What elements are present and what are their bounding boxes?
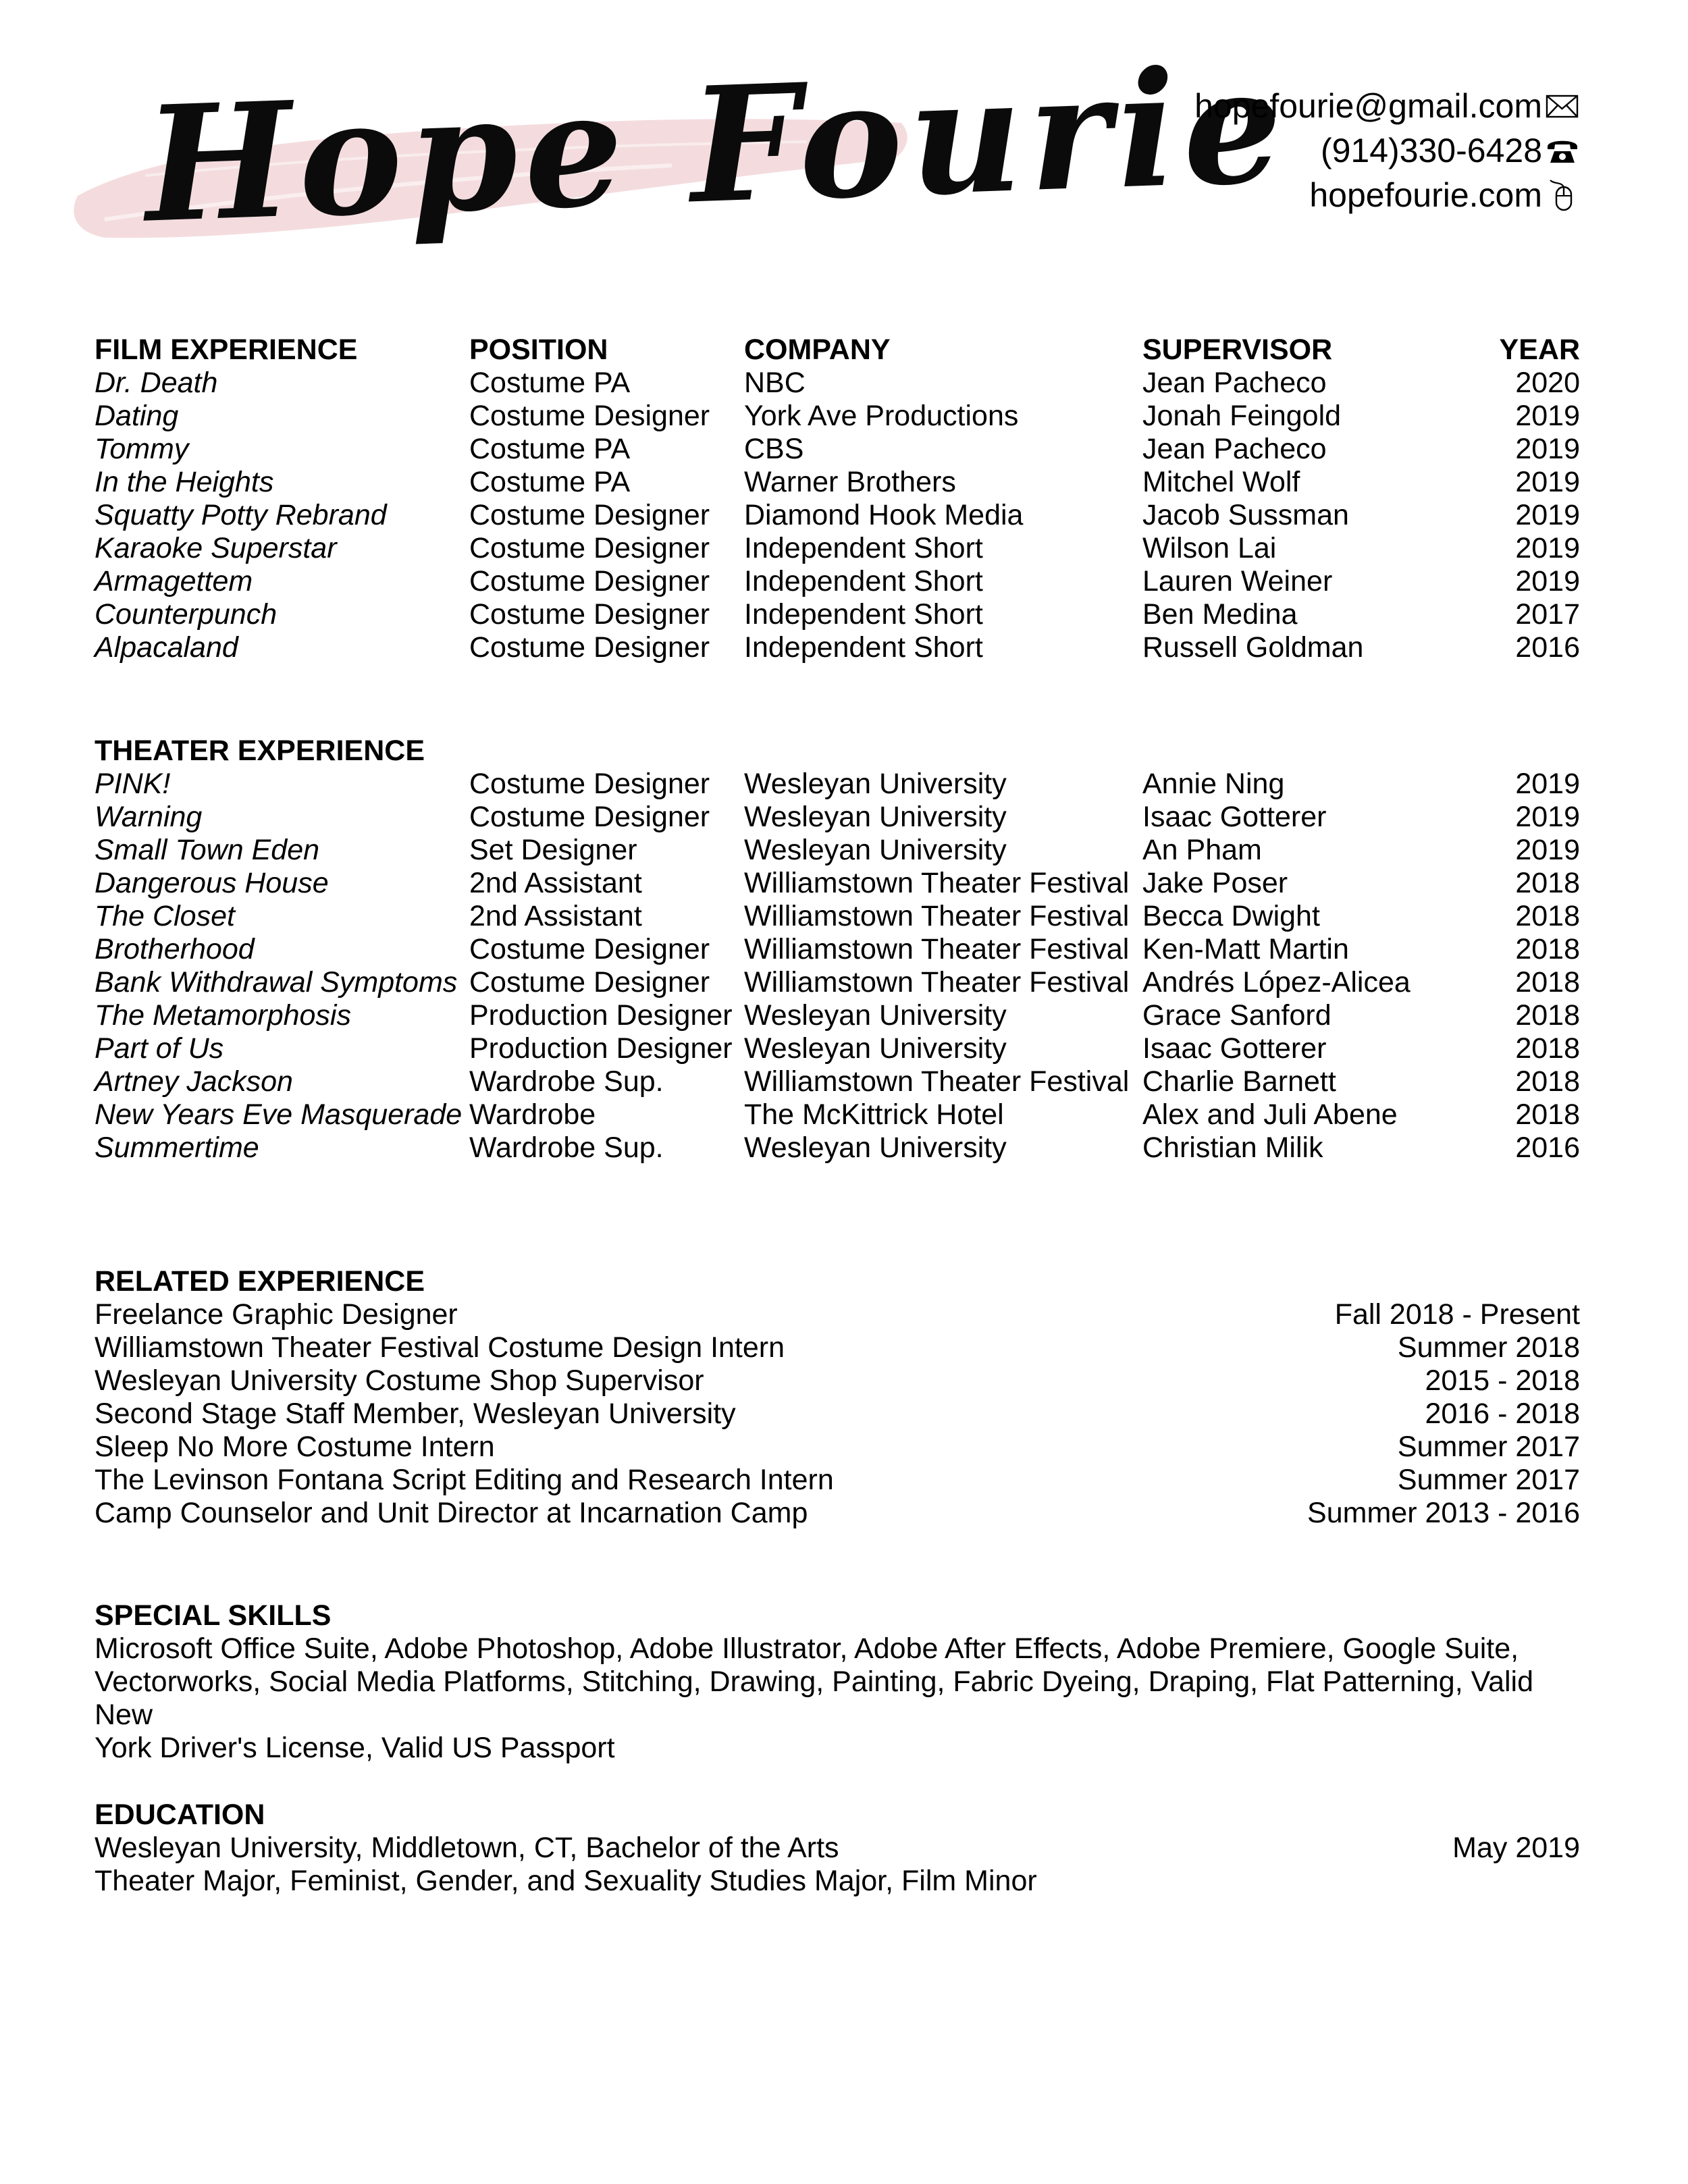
related-role: Wesleyan University Costume Shop Supervisor [95, 1364, 704, 1397]
table-row [95, 834, 1580, 867]
section-heading: RELATED EXPERIENCE [95, 1265, 425, 1298]
position-cell: Costume Designer [469, 565, 710, 597]
position-cell: Wardrobe [469, 1098, 596, 1131]
company-cell: NBC [744, 367, 806, 399]
company-cell: Wesleyan University [744, 1131, 1007, 1164]
year-cell: 2018 [1515, 999, 1580, 1032]
table-row [95, 367, 1580, 400]
list-item [95, 1431, 1580, 1464]
year-cell: 2018 [1515, 900, 1580, 932]
position-cell: Costume PA [469, 466, 631, 498]
production-title: Warning [95, 801, 203, 833]
related-role: Sleep No More Costume Intern [95, 1431, 495, 1463]
company-cell: Wesleyan University [744, 834, 1007, 866]
position-cell: Production Designer [469, 1032, 733, 1065]
production-title: PINK! [95, 768, 171, 800]
email-line [1194, 84, 1580, 128]
year-cell: 2019 [1515, 768, 1580, 800]
company-cell: Wesleyan University [744, 801, 1007, 833]
position-cell: Wardrobe Sup. [469, 1131, 664, 1164]
company-cell: Williamstown Theater Festival [744, 966, 1130, 998]
list-item [95, 1331, 1580, 1364]
year-cell: 2020 [1515, 367, 1580, 399]
position-cell: Costume Designer [469, 966, 710, 998]
mouse-icon [1545, 178, 1580, 213]
year-cell: 2016 [1515, 631, 1580, 664]
production-title: Counterpunch [95, 598, 278, 631]
supervisor-cell: Isaac Gotterer [1142, 1032, 1327, 1065]
position-cell: Costume Designer [469, 400, 710, 432]
year-cell: 2019 [1515, 565, 1580, 597]
phone-line [1194, 128, 1580, 173]
table-row [95, 400, 1580, 433]
supervisor-cell: Jean Pacheco [1142, 367, 1327, 399]
company-cell: Wesleyan University [744, 1032, 1007, 1065]
email-link[interactable]: hopefourie@gmail.com [1194, 87, 1542, 125]
related-role: Camp Counselor and Unit Director at Incarnation Camp [95, 1497, 808, 1529]
supervisor-cell: Ben Medina [1142, 598, 1298, 631]
position-cell: 2nd Assistant [469, 900, 642, 932]
supervisor-cell: Charlie Barnett [1142, 1065, 1336, 1098]
company-cell: Williamstown Theater Festival [744, 900, 1130, 932]
company-cell: York Ave Productions [744, 400, 1019, 432]
supervisor-cell: Isaac Gotterer [1142, 801, 1327, 833]
website-link[interactable]: hopefourie.com [1309, 176, 1542, 214]
list-item [95, 1497, 1580, 1530]
related-dates: 2016 - 2018 [1425, 1397, 1580, 1430]
list-item [95, 1298, 1580, 1331]
production-title: Part of Us [95, 1032, 224, 1065]
position-cell: Costume PA [469, 433, 631, 465]
company-cell: Wesleyan University [744, 768, 1007, 800]
film-experience-section [95, 334, 1580, 664]
table-row [95, 631, 1580, 664]
skills-line: York Driver's License, Valid US Passport [95, 1732, 615, 1764]
production-title: Brotherhood [95, 933, 255, 965]
year-cell: 2019 [1515, 834, 1580, 866]
skills-line: Vectorworks, Social Media Platforms, Stitching, Drawing, Painting, Fabric Dyeing, Draping, Flat Patterning, Valid New [95, 1666, 1534, 1731]
supervisor-cell: Annie Ning [1142, 768, 1285, 800]
film-table-header [95, 334, 1580, 367]
section-heading: EDUCATION [95, 1799, 265, 1831]
position-cell: Costume PA [469, 367, 631, 399]
position-cell: Set Designer [469, 834, 637, 866]
production-title: Dangerous House [95, 867, 329, 899]
production-title: Summertime [95, 1131, 259, 1164]
supervisor-cell: Lauren Weiner [1142, 565, 1333, 597]
website-line [1194, 173, 1580, 217]
table-row [95, 1032, 1580, 1065]
related-role: Freelance Graphic Designer [95, 1298, 458, 1331]
year-cell: 2019 [1515, 801, 1580, 833]
envelope-icon [1545, 88, 1580, 124]
column-header-position: POSITION [469, 334, 608, 366]
table-row [95, 1065, 1580, 1098]
year-cell: 2019 [1515, 400, 1580, 432]
supervisor-cell: Becca Dwight [1142, 900, 1320, 932]
company-cell: Williamstown Theater Festival [744, 1065, 1130, 1098]
company-cell: Independent Short [744, 532, 983, 564]
year-cell: 2019 [1515, 532, 1580, 564]
list-item [95, 1364, 1580, 1397]
column-header-year: YEAR [1499, 334, 1580, 366]
company-cell: The McKittrick Hotel [744, 1098, 1004, 1131]
supervisor-cell: Christian Milik [1142, 1131, 1323, 1164]
contact-info [1194, 84, 1580, 217]
table-row [95, 499, 1580, 532]
year-cell: 2019 [1515, 433, 1580, 465]
list-item [95, 1464, 1580, 1497]
applicant-name: Hope Fourie [142, 32, 1292, 259]
related-experience-section [95, 1265, 1580, 1530]
table-row [95, 867, 1580, 900]
position-cell: Costume Designer [469, 499, 710, 531]
education-degree-row [95, 1832, 1580, 1865]
supervisor-cell: Mitchel Wolf [1142, 466, 1300, 498]
position-cell: Costume Designer [469, 598, 710, 631]
company-cell: CBS [744, 433, 804, 465]
supervisor-cell: An Pham [1142, 834, 1262, 866]
production-title: New Years Eve Masquerade [95, 1098, 463, 1131]
table-row [95, 900, 1580, 933]
production-title: Bank Withdrawal Symptoms [95, 966, 458, 998]
theater-rows [95, 768, 1580, 1165]
year-cell: 2018 [1515, 1098, 1580, 1131]
table-row [95, 532, 1580, 565]
production-title: The Metamorphosis [95, 999, 351, 1032]
section-heading: SPECIAL SKILLS [95, 1599, 332, 1632]
table-row [95, 1098, 1580, 1131]
year-cell: 2018 [1515, 933, 1580, 965]
position-cell: Costume Designer [469, 801, 710, 833]
supervisor-cell: Jonah Feingold [1142, 400, 1342, 432]
supervisor-cell: Alex and Juli Abene [1142, 1098, 1398, 1131]
supervisor-cell: Ken-Matt Martin [1142, 933, 1349, 965]
supervisor-cell: Jean Pacheco [1142, 433, 1327, 465]
supervisor-cell: Jake Poser [1142, 867, 1288, 899]
company-cell: Warner Brothers [744, 466, 956, 498]
theater-experience-section [95, 735, 1580, 1165]
supervisor-cell: Wilson Lai [1142, 532, 1277, 564]
related-dates: Fall 2018 - Present [1334, 1298, 1580, 1331]
related-role: Second Stage Staff Member, Wesleyan University [95, 1397, 736, 1430]
related-dates: 2015 - 2018 [1425, 1364, 1580, 1397]
related-dates: Summer 2018 [1397, 1331, 1580, 1364]
table-row [95, 1131, 1580, 1165]
company-cell: Independent Short [744, 598, 983, 631]
supervisor-cell: Andrés López-Alicea [1142, 966, 1410, 998]
position-cell: Costume Designer [469, 768, 710, 800]
related-role: The Levinson Fontana Script Editing and Research Intern [95, 1464, 834, 1496]
position-cell: Costume Designer [469, 933, 710, 965]
year-cell: 2016 [1515, 1131, 1580, 1164]
film-rows [95, 367, 1580, 664]
table-row [95, 768, 1580, 801]
telephone-icon [1545, 133, 1580, 168]
company-cell: Wesleyan University [744, 999, 1007, 1032]
skills-text [95, 1632, 1580, 1765]
company-cell: Williamstown Theater Festival [744, 933, 1130, 965]
table-row [95, 598, 1580, 631]
table-row [95, 999, 1580, 1032]
production-title: Dating [95, 400, 179, 432]
education-section [95, 1799, 1580, 1898]
company-cell: Independent Short [744, 631, 983, 664]
position-cell: Costume Designer [469, 631, 710, 664]
position-cell: Wardrobe Sup. [469, 1065, 664, 1098]
company-cell: Independent Short [744, 565, 983, 597]
related-role: Williamstown Theater Festival Costume Design Intern [95, 1331, 785, 1364]
special-skills-section [95, 1599, 1580, 1765]
education-majors: Theater Major, Feminist, Gender, and Sexuality Studies Major, Film Minor [95, 1865, 1037, 1897]
related-rows [95, 1298, 1580, 1530]
year-cell: 2018 [1515, 1065, 1580, 1098]
production-title: Squatty Potty Rebrand [95, 499, 387, 531]
education-school: Wesleyan University, Middletown, CT, Bachelor of the Arts [95, 1832, 839, 1864]
position-cell: Costume Designer [469, 532, 710, 564]
year-cell: 2018 [1515, 1032, 1580, 1065]
production-title: The Closet [95, 900, 235, 932]
production-title: In the Heights [95, 466, 274, 498]
column-header-supervisor: SUPERVISOR [1142, 334, 1333, 366]
section-heading: FILM EXPERIENCE [95, 334, 358, 366]
related-dates: Summer 2013 - 2016 [1307, 1497, 1580, 1529]
table-row [95, 801, 1580, 834]
table-row [95, 466, 1580, 499]
table-row [95, 433, 1580, 466]
year-cell: 2018 [1515, 867, 1580, 899]
supervisor-cell: Russell Goldman [1142, 631, 1364, 664]
list-item [95, 1397, 1580, 1431]
related-dates: Summer 2017 [1397, 1431, 1580, 1463]
production-title: Armagettem [95, 565, 253, 597]
table-row [95, 966, 1580, 999]
column-header-company: COMPANY [744, 334, 891, 366]
production-title: Tommy [95, 433, 189, 465]
year-cell: 2019 [1515, 499, 1580, 531]
year-cell: 2019 [1515, 466, 1580, 498]
production-title: Alpacaland [95, 631, 238, 664]
table-row [95, 565, 1580, 598]
related-dates: Summer 2017 [1397, 1464, 1580, 1496]
company-cell: Williamstown Theater Festival [744, 867, 1130, 899]
year-cell: 2017 [1515, 598, 1580, 631]
production-title: Dr. Death [95, 367, 218, 399]
supervisor-cell: Jacob Sussman [1142, 499, 1349, 531]
production-title: Small Town Eden [95, 834, 320, 866]
year-cell: 2018 [1515, 966, 1580, 998]
company-cell: Diamond Hook Media [744, 499, 1024, 531]
section-heading: THEATER EXPERIENCE [95, 735, 425, 767]
phone-link[interactable]: (914)330-6428 [1320, 132, 1542, 169]
position-cell: 2nd Assistant [469, 867, 642, 899]
position-cell: Production Designer [469, 999, 733, 1032]
education-date: May 2019 [1452, 1832, 1580, 1864]
table-row [95, 933, 1580, 966]
production-title: Karaoke Superstar [95, 532, 337, 564]
supervisor-cell: Grace Sanford [1142, 999, 1331, 1032]
production-title: Artney Jackson [95, 1065, 293, 1098]
skills-line: Microsoft Office Suite, Adobe Photoshop, Adobe Illustrator, Adobe After Effects, Adobe Premiere, Google Suite, [95, 1632, 1519, 1665]
